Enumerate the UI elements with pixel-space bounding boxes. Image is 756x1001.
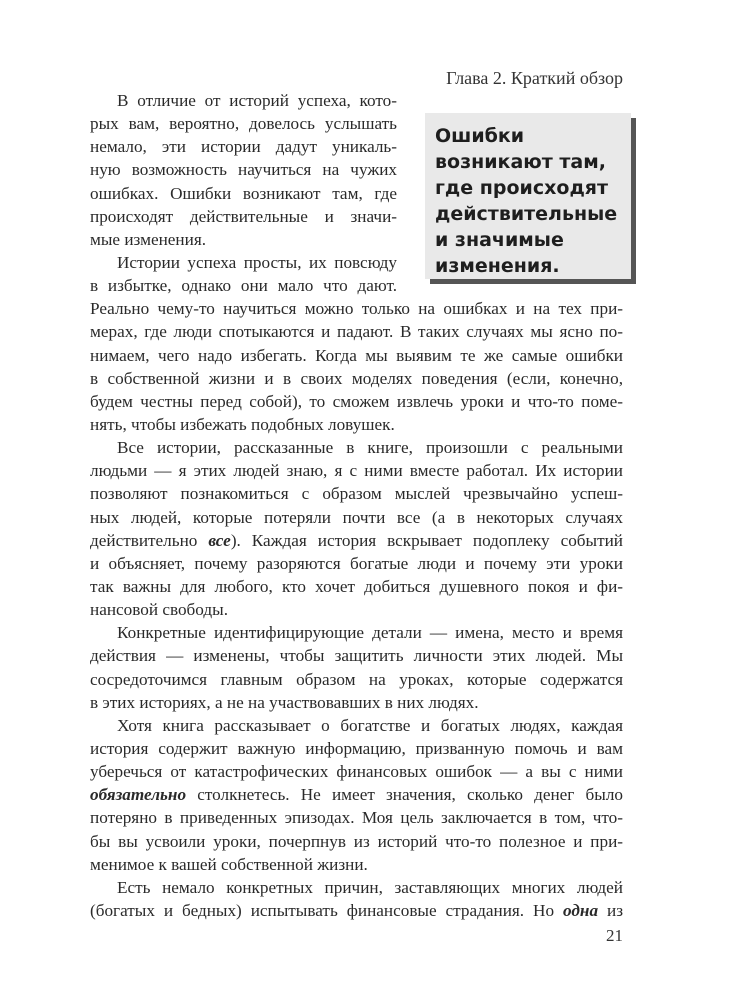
- text-segment: и объясняет, почему разоряются богатые люди и почему эти уроки: [90, 553, 623, 573]
- pull-quote-line: Ошибки: [435, 125, 525, 147]
- text-line: [90, 482, 623, 505]
- text-line: [90, 783, 623, 806]
- pull-quote-line: возникают там,: [435, 151, 606, 173]
- text-segment: в этих историях, а не на участвовавших в них людях.: [90, 692, 479, 712]
- pull-quote-line: и значимые: [435, 229, 564, 251]
- text-segment: ). Каждая история вскрывает подоплеку событий: [230, 530, 623, 550]
- text-segment: нять, чтобы избежать подобных ловушек.: [90, 414, 395, 434]
- text-segment: столкнетесь. Не имеет значения, сколько денег было: [186, 785, 623, 805]
- text-line: [90, 737, 623, 760]
- text-segment: менимое к вашей собственной жизни.: [90, 854, 368, 874]
- text-line: [90, 853, 623, 876]
- text-segment: будем честны перед собой), то сможем извлечь уроки и что-то поме-: [90, 391, 623, 411]
- text-segment: в собственной жизни и в своих моделях поведения (если, конечно,: [90, 368, 623, 388]
- text-line: [90, 806, 623, 829]
- text-segment: так важны для любого, кто хочет добиться душевного покоя и фи-: [90, 576, 623, 596]
- text-line: [90, 390, 623, 413]
- pull-quote-line: действительные: [435, 203, 618, 225]
- text-segment: действия — изменены, чтобы защитить личности этих людей. Мы: [90, 646, 623, 666]
- text-line: [90, 112, 397, 135]
- text-line: [90, 436, 623, 459]
- text-line: [90, 320, 623, 343]
- text-segment: мые изменения.: [90, 229, 207, 249]
- text-line: [90, 367, 623, 390]
- pull-quote-line: изменения.: [435, 255, 560, 277]
- emphasized-text: одна: [563, 900, 599, 920]
- text-line: [90, 830, 623, 853]
- page-number: 21: [606, 926, 623, 945]
- text-segment: позволяют познакомиться с образом мыслей чрезвычайно успеш-: [90, 484, 623, 504]
- text-segment: ных людей, которые потеряли почти все (а в некоторых случаях: [90, 507, 623, 527]
- text-line: [90, 459, 623, 482]
- text-segment: нансовой свободы.: [90, 600, 228, 620]
- text-segment: потеряно в приведенных эпизодах. Моя цель заключается в том, что-: [90, 808, 623, 828]
- text-segment: нимаем, чего надо избегать. Когда мы выявим те же самые ошибки: [90, 345, 623, 365]
- text-line: [90, 158, 397, 181]
- pull-quote-box: [425, 113, 631, 279]
- text-line: [90, 251, 397, 274]
- text-segment: ную возможность научиться на чужих: [90, 160, 397, 180]
- text-segment: В отличие от историй успеха, кото-: [117, 91, 397, 110]
- text-line: [90, 506, 623, 529]
- emphasized-text: обязательно: [90, 785, 187, 805]
- text-line: [90, 205, 397, 228]
- text-segment: в избытке, однако они мало что дают.: [90, 276, 397, 296]
- text-segment: Все истории, рассказанные в книге, произошли с реальными: [117, 438, 623, 458]
- text-line: [90, 135, 397, 158]
- text-line: [90, 621, 623, 644]
- text-line: [90, 668, 623, 691]
- text-segment: уберечься от катастрофических финансовых ошибок — а вы с ними: [90, 762, 623, 782]
- text-segment: людьми — я этих людей знаю, я с ними вместе работал. Их истории: [90, 461, 623, 481]
- text-segment: немало, эти истории дадут уникаль-: [90, 137, 397, 157]
- text-segment: Реально чему-то научиться можно только на ошибках и на тех при-: [90, 299, 623, 319]
- text-line: [90, 598, 623, 621]
- text-line: [90, 691, 623, 714]
- text-segment: происходят действительные и значи-: [90, 206, 397, 226]
- text-line: [90, 552, 623, 575]
- paragraph: [90, 436, 623, 621]
- paragraph: [90, 621, 623, 714]
- running-header: Глава 2. Краткий обзор: [446, 68, 623, 88]
- text-line: [90, 714, 623, 737]
- emphasized-text: все: [208, 530, 231, 550]
- text-segment: Хотя книга рассказывает о богатстве и богатых людях, каждая: [117, 715, 623, 735]
- text-line: [90, 297, 623, 320]
- text-line: [90, 228, 397, 251]
- text-segment: рых вам, вероятно, довелось услышать: [90, 114, 397, 134]
- text-line: [90, 89, 397, 112]
- text-segment: из: [598, 900, 623, 920]
- pull-quote-line: где происходят: [435, 177, 608, 199]
- text-line: [90, 182, 397, 205]
- text-line: [90, 413, 623, 436]
- text-segment: Есть немало конкретных причин, заставляющих многих людей: [117, 877, 623, 897]
- text-line: [90, 644, 623, 667]
- paragraph: [90, 714, 623, 876]
- text-segment: мерах, где люди спотыкаются и падают. В таких случаях мы ясно по-: [90, 322, 623, 342]
- text-segment: действительно: [90, 530, 209, 550]
- text-line: [90, 899, 623, 922]
- text-segment: (богатых и бедных) испытывать финансовые страдания. Но: [90, 900, 564, 920]
- text-segment: Конкретные идентифицирующие детали — имена, место и время: [117, 623, 623, 643]
- text-line: [90, 876, 623, 899]
- text-segment: история содержит важную информацию, призванную помочь и вам: [90, 738, 623, 758]
- text-line: [90, 529, 623, 552]
- text-segment: ошибках. Ошибки возникают там, где: [90, 183, 397, 203]
- text-line: [90, 344, 623, 367]
- text-line: [90, 575, 623, 598]
- text-segment: Истории успеха просты, их повсюду: [117, 252, 397, 272]
- text-segment: сосредоточимся главным образом на уроках, которые содержатся: [90, 669, 623, 689]
- text-line: [90, 760, 623, 783]
- text-line: [90, 274, 397, 297]
- text-segment: бы вы усвоили уроки, почерпнув из историй что-то полезное и при-: [90, 831, 623, 851]
- paragraph: [90, 876, 623, 922]
- pull-quote-text: [435, 123, 617, 279]
